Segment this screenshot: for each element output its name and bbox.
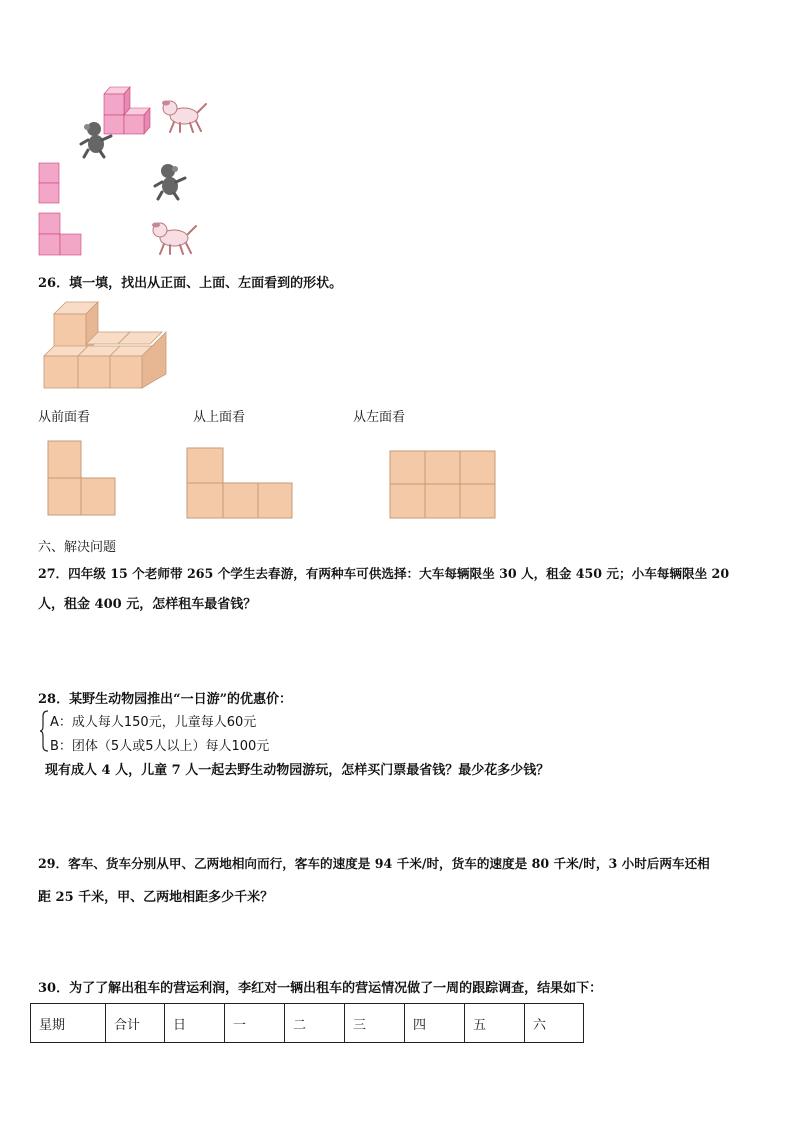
table-header-cell: 星期 bbox=[31, 1004, 106, 1043]
table-header-cell: 日 bbox=[165, 1004, 225, 1043]
brace-icon bbox=[40, 710, 50, 752]
view-left-shape bbox=[389, 450, 497, 520]
q27-line1: 27．四年级 15 个老师带 265 个学生去春游，有两种车可供选择：大车每辆限坐 30 人，租金 450 元；小车每辆限坐 20 bbox=[38, 566, 730, 581]
q29-line1: 29．客车、货车分别从甲、乙两地相向而行，客车的速度是 94 千米/时，货车的速度是 80 千米/时，3 小时后两车还相 bbox=[38, 856, 710, 871]
view-top-shape bbox=[186, 447, 294, 520]
q27-line2: 人，租金 400 元，怎样租车最省钱？ bbox=[38, 597, 257, 612]
dog-icon bbox=[160, 96, 208, 134]
table-header-cell: 合计 bbox=[106, 1004, 165, 1043]
table-row bbox=[31, 1004, 584, 1043]
pink-view-two-stack bbox=[38, 162, 62, 206]
table-header-cell: 六 bbox=[525, 1004, 584, 1043]
table-header-cell: 一 bbox=[225, 1004, 285, 1043]
view-label-top: 从上面看 bbox=[193, 410, 246, 425]
weekly-survey-table bbox=[30, 1003, 584, 1043]
monkey-icon bbox=[78, 120, 114, 158]
q28-title: 28．某野生动物园推出“一日游”的优惠价： bbox=[38, 692, 293, 707]
q28-option-b: B：团体（5人或5人以上）每人100元 bbox=[50, 739, 270, 754]
section-title: 六、解决问题 bbox=[38, 540, 117, 555]
q26-text: 26．填一填，找出从正面、上面、左面看到的形状。 bbox=[38, 276, 343, 291]
monkey-icon bbox=[152, 162, 188, 200]
view-label-left: 从左面看 bbox=[353, 410, 406, 425]
table-header-cell: 四 bbox=[405, 1004, 465, 1043]
q30-text: 30．为了了解出租车的营运利润，李红对一辆出租车的营运情况做了一周的跟踪调查，结果如下： bbox=[38, 981, 603, 996]
q29-line2: 距 25 千米，甲、乙两地相距多少千米？ bbox=[38, 890, 274, 905]
view-front-shape bbox=[46, 440, 118, 518]
table-header-cell: 五 bbox=[465, 1004, 525, 1043]
q26-cube-figure bbox=[44, 300, 174, 392]
view-label-front: 从前面看 bbox=[38, 410, 91, 425]
q28-question: 现有成人 4 人，儿童 7 人一起去野生动物园游玩，怎样买门票最省钱？最少花多少钱？ bbox=[45, 763, 550, 778]
dog-icon bbox=[150, 218, 198, 256]
pink-view-l-shape bbox=[38, 212, 84, 258]
table-header-cell: 三 bbox=[345, 1004, 405, 1043]
table-header-cell: 二 bbox=[285, 1004, 345, 1043]
q28-option-a: A：成人每人150元，儿童每人60元 bbox=[50, 715, 257, 730]
